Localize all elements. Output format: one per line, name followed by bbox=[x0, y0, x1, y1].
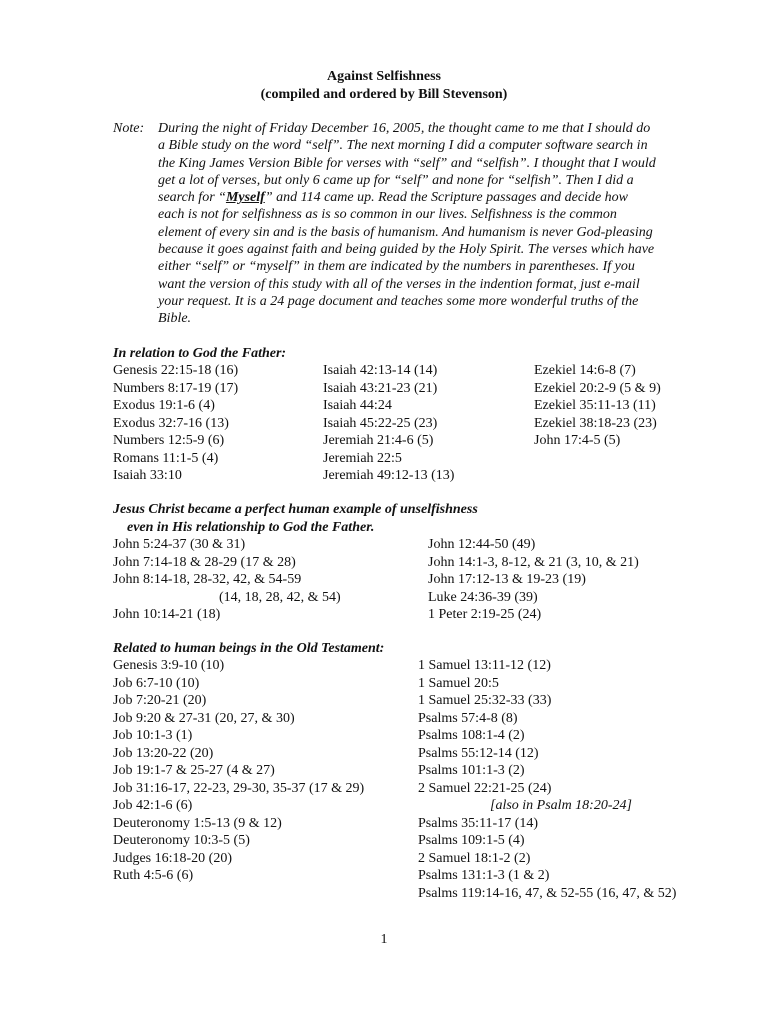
verse-reference: Jeremiah 49:12-13 (13) bbox=[323, 468, 455, 483]
verse-reference: Ruth 4:5-6 (6) bbox=[113, 868, 194, 883]
verse-reference: 1 Samuel 20:5 bbox=[418, 675, 499, 691]
verse-reference: Luke 24:36-39 (39) bbox=[428, 589, 538, 605]
note-line: get a lot of verses, but only 6 came up for “self” and none for “selfish”. Then I did a bbox=[158, 172, 634, 188]
note-text-segment: search for “ bbox=[158, 190, 226, 206]
verse-reference: Job 7:20-21 (20) bbox=[113, 693, 207, 708]
note-label: Note: bbox=[113, 121, 145, 136]
verse-reference: Judges 16:18-20 (20) bbox=[113, 850, 232, 866]
verse-reference: Deuteronomy 10:3-5 (5) bbox=[113, 833, 250, 848]
verse-column-2 bbox=[428, 536, 639, 624]
verse-reference: Job 13:20-22 (20) bbox=[113, 745, 214, 761]
verse-reference: Genesis 3:9-10 (10) bbox=[113, 658, 225, 673]
verse-reference: Deuteronomy 1:5-13 (9 & 12) bbox=[113, 815, 282, 831]
verse-column-2 bbox=[323, 362, 454, 485]
verse-reference: Ezekiel 20:2-9 (5 & 9) bbox=[534, 380, 661, 396]
verse-reference: John 14:1-3, 8-12, & 21 (3, 10, & 21) bbox=[428, 554, 639, 570]
note-text-segment: ” and 114 came up. Read the Scripture passages and decide how bbox=[264, 190, 628, 206]
verse-reference: Job 42:1-6 (6) bbox=[113, 798, 193, 813]
verse-reference: Isaiah 43:21-23 (21) bbox=[323, 380, 438, 396]
verse-reference: Exodus 19:1-6 (4) bbox=[113, 398, 215, 413]
verse-reference: Numbers 8:17-19 (17) bbox=[113, 380, 239, 396]
myself-emphasis: Myself bbox=[225, 190, 265, 206]
verse-reference: 1 Samuel 25:32-33 (33) bbox=[418, 693, 552, 708]
page-title: Against Selfishness bbox=[327, 69, 441, 84]
note-line: a Bible study on the word “self”. The next morning I did a computer software search in bbox=[158, 138, 648, 154]
verse-reference: John 17:4-5 (5) bbox=[534, 433, 621, 448]
note-line bbox=[158, 189, 718, 206]
verse-reference: Isaiah 44:24 bbox=[323, 398, 392, 413]
verse-column-1 bbox=[113, 362, 238, 485]
verse-reference: John 17:12-13 & 19-23 (19) bbox=[428, 572, 586, 587]
verse-reference: Psalms 57:4-8 (8) bbox=[418, 710, 518, 726]
verse-reference: Job 10:1-3 (1) bbox=[113, 728, 193, 743]
section-heading-old-testament: Related to human beings in the Old Testament: bbox=[113, 641, 385, 656]
verse-reference: Isaiah 45:22-25 (23) bbox=[323, 415, 438, 431]
verse-reference: 2 Samuel 22:21-25 (24) bbox=[418, 780, 552, 796]
verse-reference: Romans 11:1-5 (4) bbox=[113, 450, 219, 466]
note-line: want the version of this study with all of the verses in the indention format, just e-mail bbox=[158, 276, 640, 292]
verse-reference: 2 Samuel 18:1-2 (2) bbox=[418, 850, 531, 866]
verse-reference: Ezekiel 38:18-23 (23) bbox=[534, 415, 657, 431]
verse-reference: Psalms 108:1-4 (2) bbox=[418, 728, 525, 743]
verse-reference: John 10:14-21 (18) bbox=[113, 607, 221, 622]
verse-reference: Psalms 101:1-3 (2) bbox=[418, 763, 525, 778]
note-line: element of every sin and is the basis of humanism. And humanism is never God-pleasing bbox=[158, 224, 653, 240]
verse-reference: Genesis 22:15-18 (16) bbox=[113, 363, 239, 378]
verse-reference: John 7:14-18 & 28-29 (17 & 28) bbox=[113, 554, 296, 570]
verse-reference: John 8:14-18, 28-32, 42, & 54-59 bbox=[113, 572, 302, 587]
verse-reference: John 5:24-37 (30 & 31) bbox=[113, 537, 246, 552]
verse-reference: Ezekiel 14:6-8 (7) bbox=[534, 363, 636, 378]
verse-reference: Psalms 131:1-3 (1 & 2) bbox=[418, 868, 550, 883]
verse-reference: 1 Peter 2:19-25 (24) bbox=[428, 607, 542, 622]
verse-reference: Jeremiah 21:4-6 (5) bbox=[323, 433, 434, 448]
section-heading-god-the-father: In relation to God the Father: bbox=[113, 346, 287, 361]
verse-reference: Job 6:7-10 (10) bbox=[113, 675, 200, 691]
section-heading-jesus-christ-cont: even in His relationship to God the Father. bbox=[127, 520, 375, 535]
verse-reference: Isaiah 42:13-14 (14) bbox=[323, 363, 438, 378]
note-line: During the night of Friday December 16, 2005, the thought came to me that I should do bbox=[158, 121, 651, 136]
verse-reference: Jeremiah 22:5 bbox=[323, 450, 402, 466]
page-subtitle: (compiled and ordered by Bill Stevenson) bbox=[260, 87, 508, 102]
verse-column-1 bbox=[113, 657, 364, 885]
verse-reference: Job 19:1-7 & 25-27 (4 & 27) bbox=[113, 763, 275, 778]
verse-reference: 1 Samuel 13:11-12 (12) bbox=[418, 658, 551, 673]
verse-column-3 bbox=[534, 362, 661, 450]
note-line: because it goes against faith and being guided by the Holy Spirit. The verses which have bbox=[158, 242, 655, 258]
verse-column-2 bbox=[418, 657, 676, 902]
verse-reference: Psalms 119:14-16, 47, & 52-55 (16, 47, & 52) bbox=[418, 885, 677, 901]
note-paragraph bbox=[158, 120, 718, 328]
section-heading-jesus-christ: Jesus Christ became a perfect human example of unselfishness bbox=[113, 502, 478, 517]
verse-reference: Psalms 35:11-17 (14) bbox=[418, 815, 539, 831]
verse-reference: Isaiah 33:10 bbox=[113, 468, 182, 483]
verse-reference-continued: (14, 18, 28, 42, & 54) bbox=[219, 589, 341, 605]
verse-column-1 bbox=[113, 536, 341, 624]
verse-note: [also in Psalm 18:20-24] bbox=[490, 798, 632, 813]
verse-reference: John 12:44-50 (49) bbox=[428, 537, 536, 552]
verse-reference: Exodus 32:7-16 (13) bbox=[113, 415, 229, 431]
page-number: 1 bbox=[380, 932, 388, 947]
verse-reference: Psalms 109:1-5 (4) bbox=[418, 833, 525, 848]
note-line: your request. It is a 24 page document and teaches some more wonderful truths of the bbox=[158, 293, 639, 309]
verse-reference: Ezekiel 35:11-13 (11) bbox=[534, 398, 656, 413]
note-line: each is not for selfishness as is so common in our lives. Selfishness is the common bbox=[158, 207, 617, 223]
verse-reference: Job 9:20 & 27-31 (20, 27, & 30) bbox=[113, 710, 295, 726]
note-line: the King James Version Bible for verses with “self” and “selfish”. I thought that I would bbox=[158, 155, 656, 171]
verse-reference: Numbers 12:5-9 (6) bbox=[113, 433, 225, 448]
verse-reference: Psalms 55:12-14 (12) bbox=[418, 745, 539, 761]
note-line: either “self” or “myself” in them are indicated by the numbers in parentheses. If you bbox=[158, 259, 635, 275]
verse-reference: Job 31:16-17, 22-23, 29-30, 35-37 (17 & 29) bbox=[113, 780, 365, 796]
note-line: Bible. bbox=[158, 311, 192, 327]
